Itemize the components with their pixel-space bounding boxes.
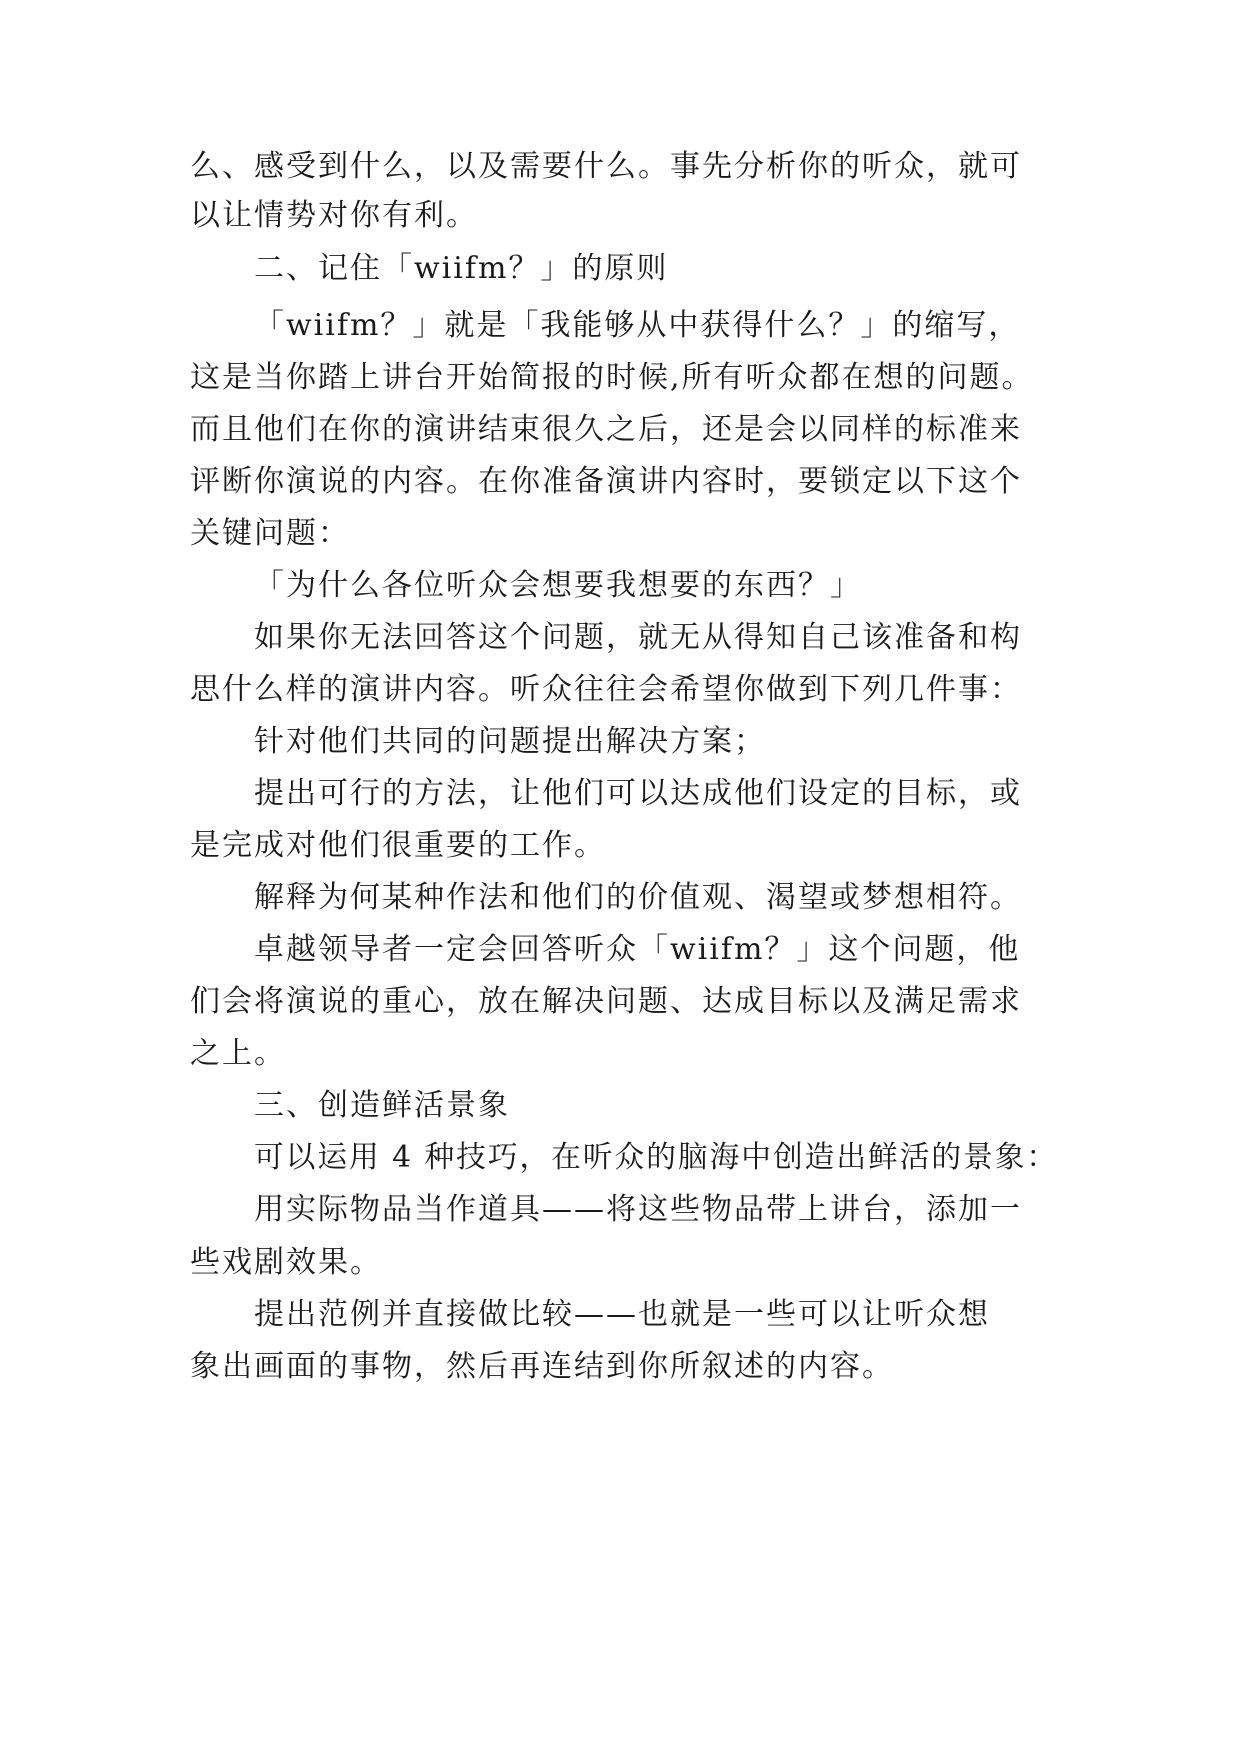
body-text-line: 象出画面的事物，然后再连结到你所叙述的内容。 xyxy=(190,1349,894,1384)
body-text-line: 之上。 xyxy=(190,1036,286,1071)
body-text-line: 卓越领导者一定会回答听众「wiifm？」这个问题，他 xyxy=(254,932,1021,967)
body-text-line: 「wiifm？」就是「我能够从中获得什么？」的缩写， xyxy=(254,308,1021,343)
list-item: 解释为何某种作法和他们的价值观、渴望或梦想相符。 xyxy=(254,880,1022,915)
body-text-line: 评断你演说的内容。在你准备演讲内容时，要锁定以下这个 xyxy=(190,464,1022,499)
body-text-line: 以让情势对你有利。 xyxy=(190,198,478,233)
body-text-line: 是完成对他们很重要的工作。 xyxy=(190,828,606,863)
section-heading: 二、记住「wiifm？」的原则 xyxy=(254,251,669,286)
section-heading: 三、创造鲜活景象 xyxy=(254,1088,510,1123)
key-question: 「为什么各位听众会想要我想要的东西？」 xyxy=(254,568,862,603)
body-text-line: 可以运用 4 种技巧，在听众的脑海中创造出鲜活的景象： xyxy=(254,1140,1059,1175)
body-text-line: 而且他们在你的演讲结束很久之后，还是会以同样的标准来 xyxy=(190,412,1022,447)
body-text-line: 们会将演说的重心，放在解决问题、达成目标以及满足需求 xyxy=(190,984,1022,1019)
body-text-line: 关键问题： xyxy=(190,516,350,551)
list-item: 提出可行的方法，让他们可以达成他们设定的目标，或 xyxy=(254,776,1022,811)
body-text-line: 么、感受到什么，以及需要什么。事先分析你的听众，就可 xyxy=(190,149,1022,184)
list-item: 用实际物品当作道具——将这些物品带上讲台，添加一 xyxy=(254,1192,1022,1227)
list-item: 提出范例并直接做比较——也就是一些可以让听众想 xyxy=(254,1297,990,1332)
body-text-line: 些戏剧效果。 xyxy=(190,1245,382,1280)
body-text-line: 如果你无法回答这个问题，就无从得知自己该准备和构 xyxy=(254,620,1022,655)
body-text-line: 这是当你踏上讲台开始简报的时候,所有听众都在想的问题。 xyxy=(190,360,1034,395)
body-text-line: 思什么样的演讲内容。听众往往会希望你做到下列几件事： xyxy=(190,672,1022,707)
list-item: 针对他们共同的问题提出解决方案； xyxy=(254,724,766,759)
